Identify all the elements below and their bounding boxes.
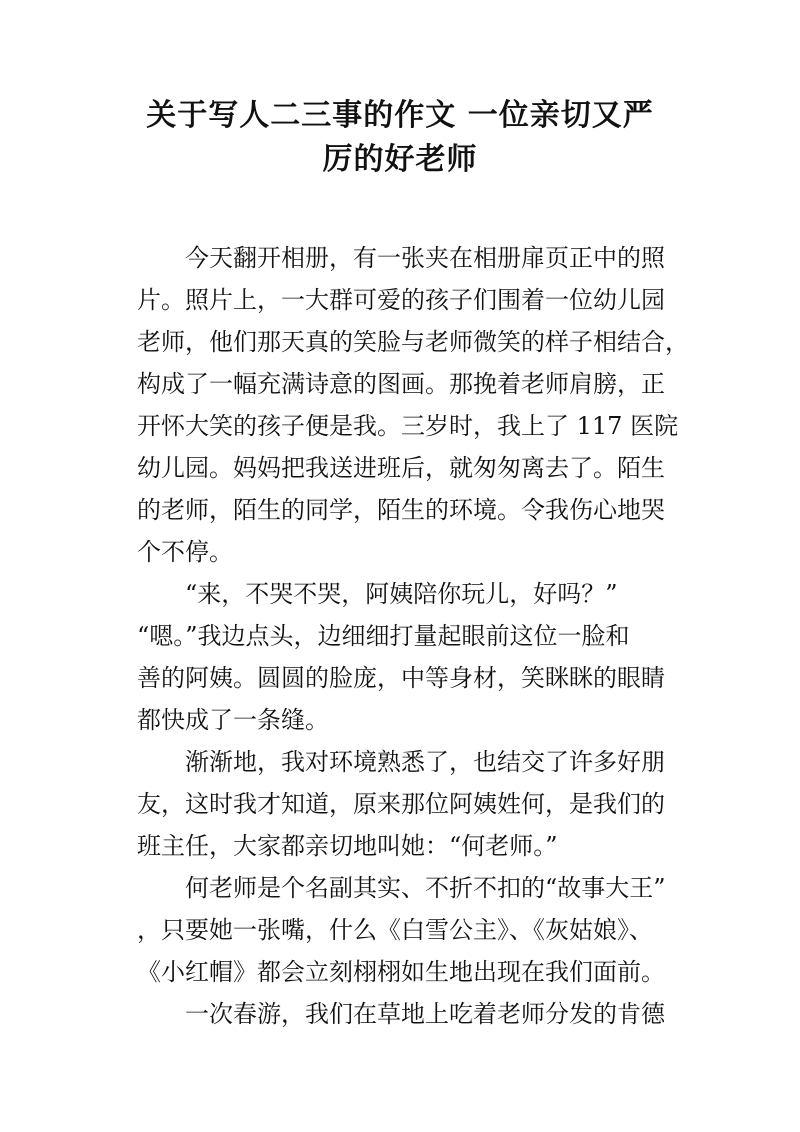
text-line: “来，不哭不哭，阿姨陪你玩儿，好吗？”	[185, 580, 618, 608]
text-line: 善的阿姨。圆圆的脸庞，中等身材，笑眯眯的眼睛	[137, 664, 665, 692]
text-line: 的老师，陌生的同学，陌生的环境。令我伤心地哭	[137, 496, 665, 524]
article-body	[137, 237, 689, 1035]
text-line: 《小红帽》都会立刻栩栩如生地出现在我们面前。	[137, 958, 665, 986]
text-line: 一次春游，我们在草地上吃着老师分发的肯德	[185, 1000, 665, 1028]
text-line: 构成了一幅充满诗意的图画。那挽着老师肩膀，正	[137, 370, 665, 398]
text-line: 班主任，大家都亲切地叫她：“何老师。”	[137, 832, 558, 860]
text-line: 何老师是个名副其实、不折不扣的“故事大王”	[185, 874, 666, 902]
text-line: 个不停。	[137, 538, 233, 566]
text-line: 片。照片上，一大群可爱的孩子们围着一位幼儿园	[137, 286, 665, 314]
text-line: 都快成了一条缝。	[137, 706, 329, 734]
title-line-2: 厉的好老师	[322, 142, 478, 177]
text-line: 友，这时我才知道，原来那位阿姨姓何，是我们的	[137, 790, 665, 818]
text-line: 开怀大笑的孩子便是我。三岁时，我上了 117 医院	[137, 412, 679, 440]
text-line: 老师，他们那天真的笑脸与老师微笑的样子相结合，	[137, 328, 689, 356]
text-line: 今天翻开相册，有一张夹在相册扉页正中的照	[185, 244, 665, 272]
page-title	[100, 94, 700, 182]
text-line: 渐渐地，我对环境熟悉了，也结交了许多好朋	[185, 748, 665, 776]
text-line: 幼儿园。妈妈把我送进班后，就匆匆离去了。陌生	[137, 454, 665, 482]
title-line-1: 关于写人二三事的作文 一位亲切又严	[146, 98, 654, 133]
text-line: “嗯。”我边点头，边细细打量起眼前这位一脸和	[137, 622, 630, 650]
text-line: ，只要她一张嘴，什么《白雪公主》、《灰姑娘》、	[137, 916, 653, 944]
